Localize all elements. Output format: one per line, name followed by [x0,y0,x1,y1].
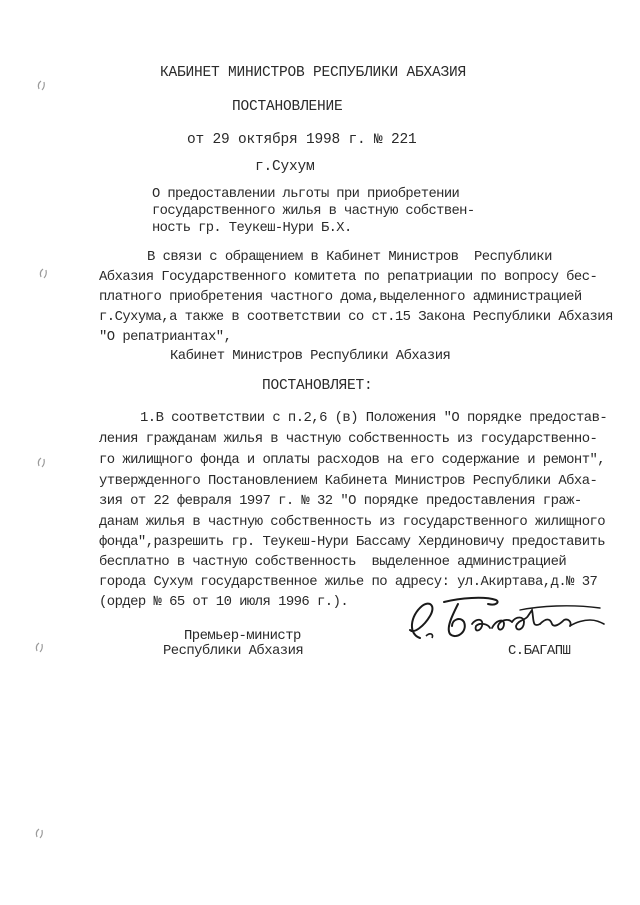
issuer-line: Кабинет Министров Республики Абхазия [170,348,451,364]
signatory-name: С.БАГАПШ [508,643,571,659]
signatory-title: Республики Абхазия [163,643,304,659]
clause-line: зия от 22 февраля 1997 г. № 32 "О порядке предоставления граж- [99,493,582,509]
punch-hole-mark [34,640,46,654]
clause-line: ления гражданам жилья в частную собственность из государственно- [99,431,598,447]
clause-line: фонда",разрешить гр. Теукеш-Нури Бассаму Хердиновичу предоставить [99,534,606,550]
clause-line: (ордер № 65 от 10 июля 1996 г.). [99,594,349,610]
clause-line: 1.В соответствии с п.2,6 (в) Положения "О порядке предостав- [140,410,608,426]
punch-hole-mark [38,266,50,280]
resolution-heading: ПОСТАНОВЛЯЕТ: [262,378,373,394]
subject-line: О предоставлении льготы при приобретении [152,187,460,202]
preamble-line: платного приобретения частного дома,выделенного администрацией [99,289,582,305]
preamble-line: "О репатриантах", [99,329,232,345]
clause-line: утвержденного Постановлением Кабинета Министров Республики Абха- [99,473,598,489]
clause-line: го жилищного фонда и оплаты расходов на его содержание и ремонт", [99,452,606,468]
preamble-line: В связи с обращением в Кабинет Министров Республики [147,249,552,265]
clause-line: данам жилья в частную собственность из государственного жилищного [99,514,606,530]
date-and-number: от 29 октября 1998 г. № 221 [187,132,417,148]
document-type: ПОСТАНОВЛЕНИЕ [232,99,343,115]
clause-line: бесплатно в частную собственность выделенное администрацией [99,554,567,570]
handwritten-signature [400,594,606,644]
city: г.Сухум [255,159,315,175]
preamble-line: Абхазия Государственного комитета по репатриации по вопросу бес- [99,269,598,285]
punch-hole-mark [36,455,48,469]
signatory-title: Премьер-министр [184,628,301,644]
punch-hole-mark [36,78,48,92]
organization-title: КАБИНЕТ МИНИСТРОВ РЕСПУБЛИКИ АБХАЗИЯ [160,65,467,81]
subject-line: государственного жилья в частную собствен- [152,204,475,219]
subject-line: ность гр. Теукеш-Нури Б.Х. [152,221,352,236]
punch-hole-mark [34,826,46,840]
clause-line: города Сухум государственное жилье по адресу: ул.Акиртава,д.№ 37 [99,574,598,590]
preamble-line: г.Сухума,а также в соответствии со ст.15 Закона Республики Абхазия [99,309,613,325]
